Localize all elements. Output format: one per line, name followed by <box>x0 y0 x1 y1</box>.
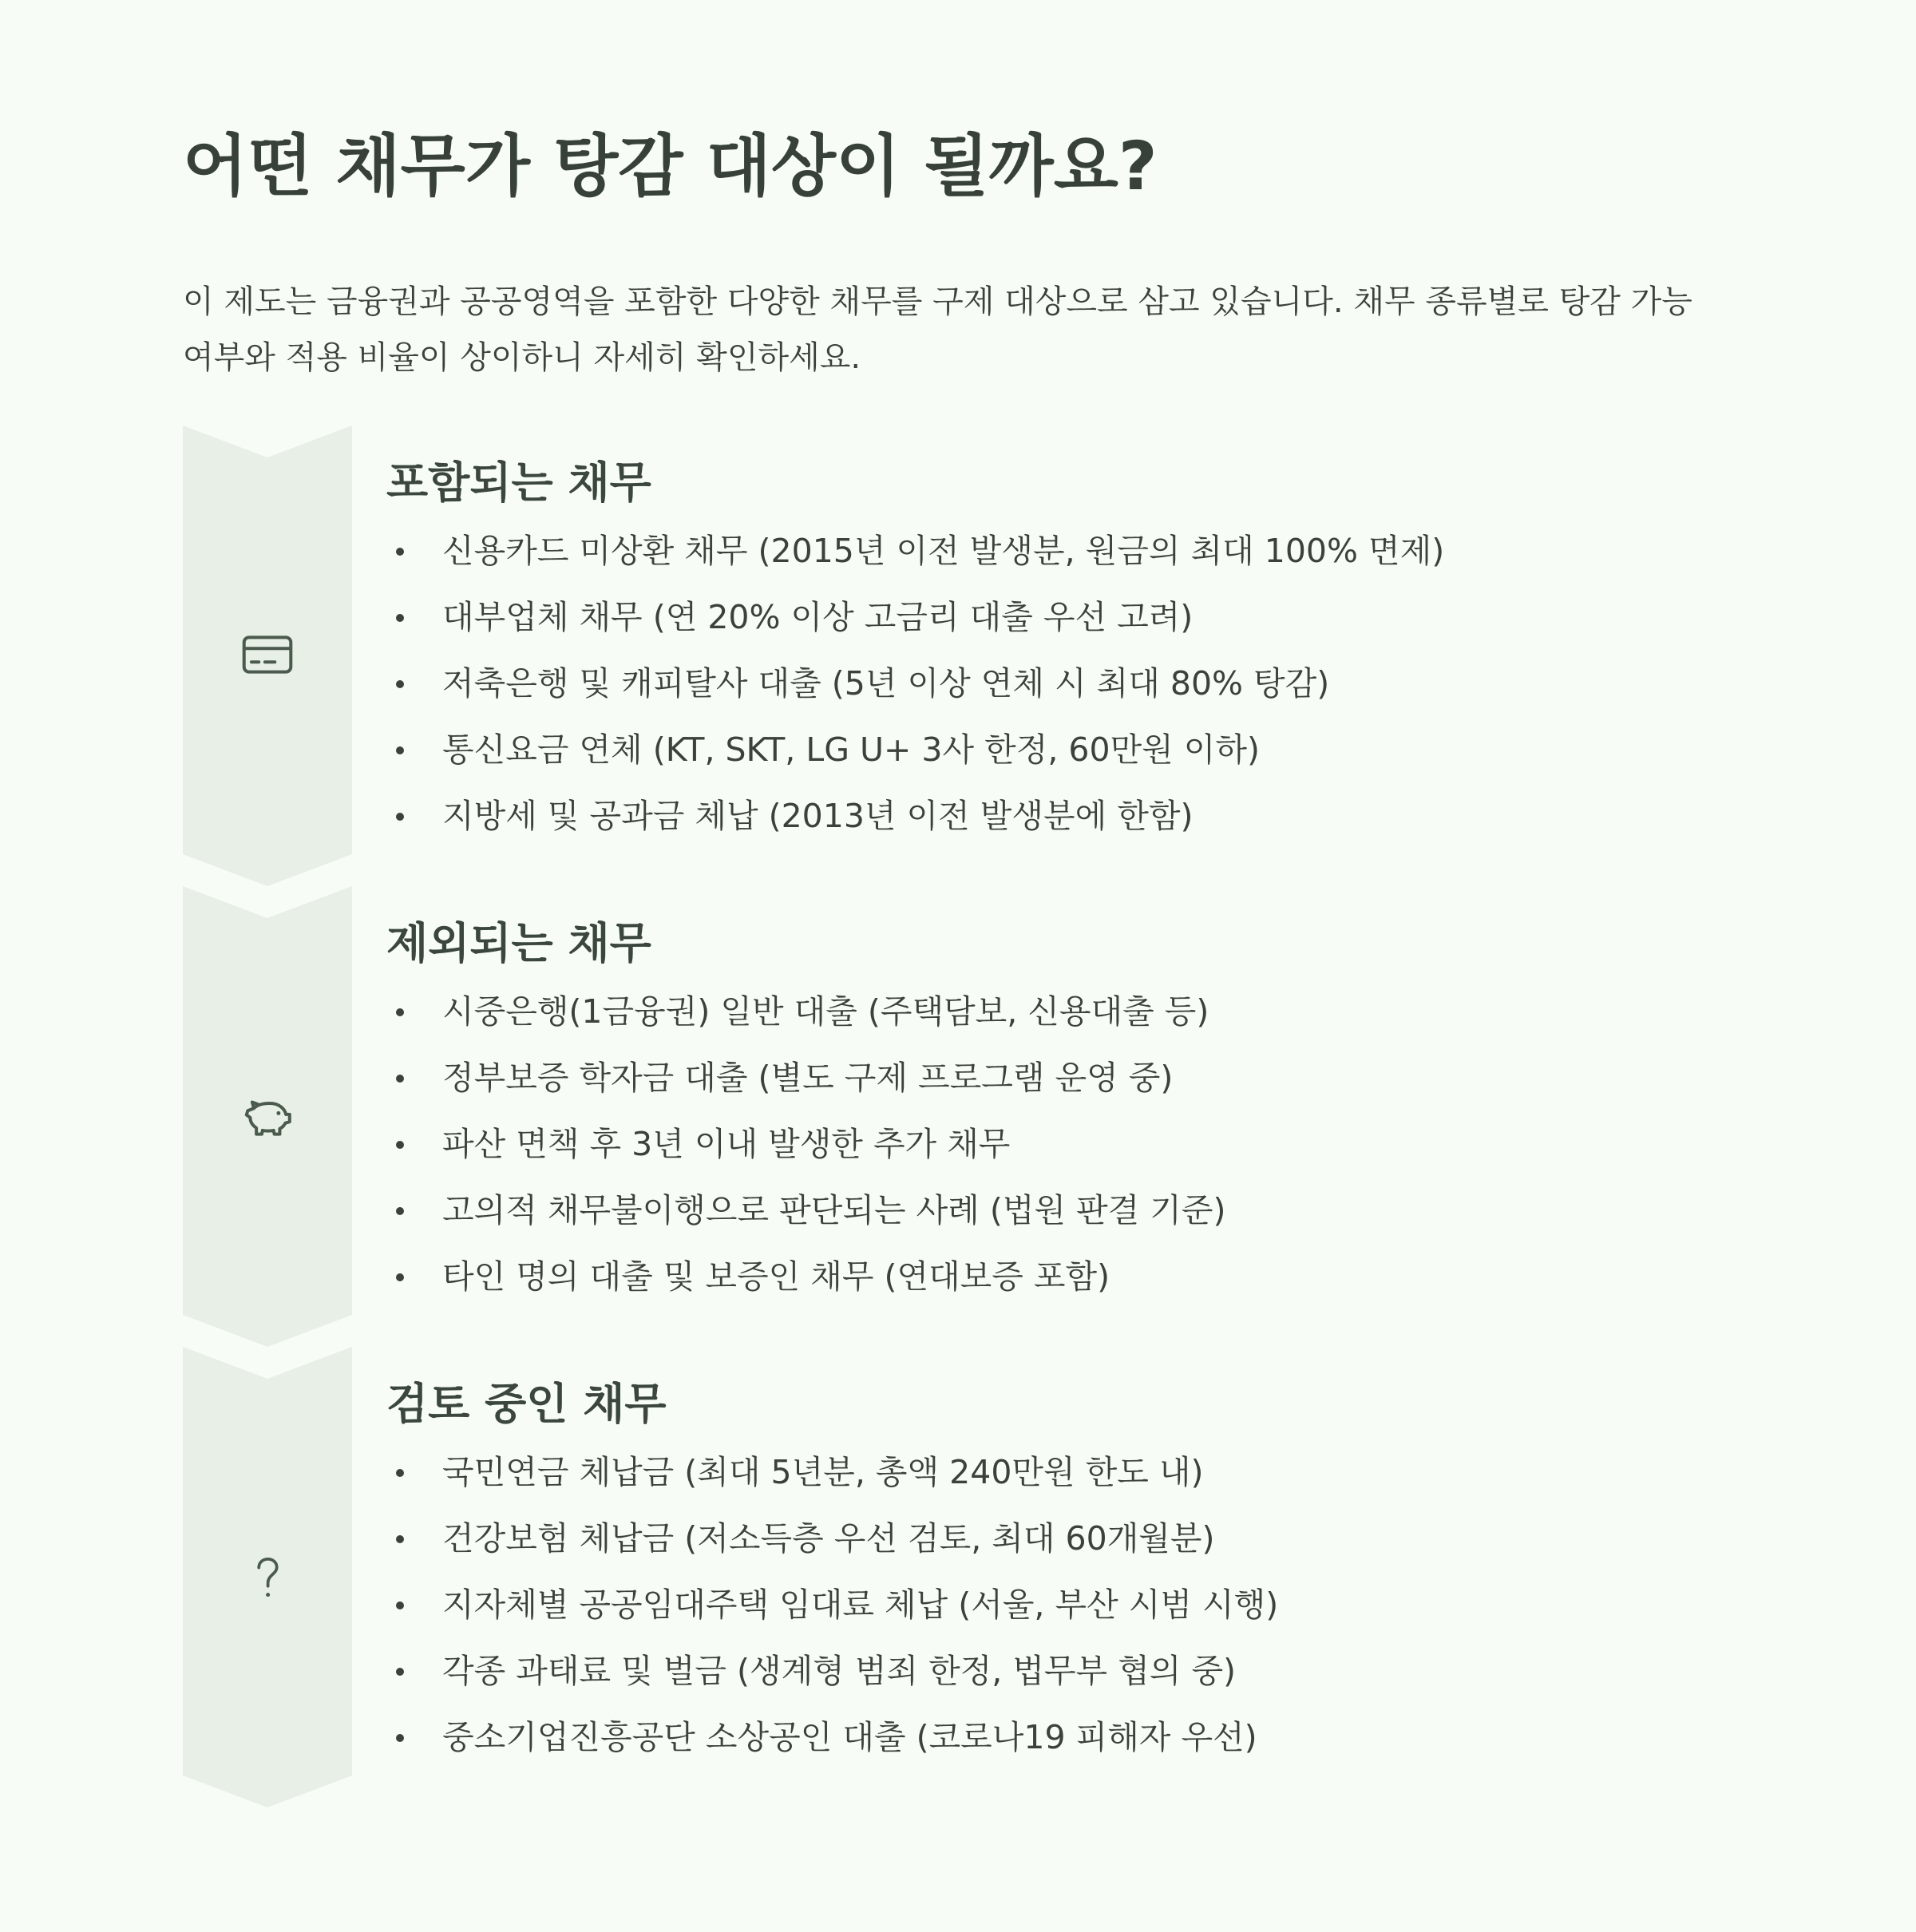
excluded-debts-list <box>386 979 1736 1310</box>
debt-eligibility-page <box>183 0 1740 1932</box>
list-item: 저축은행 및 캐피탈사 대출 (5년 이상 연체 시 최대 80% 탕감) <box>386 651 1736 717</box>
list-item: 각종 과태료 및 벌금 (생계형 범죄 한정, 법무부 협의 중) <box>386 1638 1736 1704</box>
question-mark-icon <box>238 1548 297 1607</box>
list-item: 건강보험 체납금 (저소득층 우선 검토, 최대 60개월분) <box>386 1506 1736 1572</box>
section-title: 검토 중인 채무 <box>386 1379 667 1429</box>
section-under-review-debts <box>183 1347 1740 1807</box>
section-title: 제외되는 채무 <box>386 918 651 968</box>
list-item: 국민연금 체납금 (최대 5년분, 총액 240만원 한도 내) <box>386 1439 1736 1506</box>
credit-card-icon <box>238 625 297 684</box>
list-item: 지자체별 공공임대주택 임대료 체납 (서울, 부산 시범 시행) <box>386 1572 1736 1638</box>
section-excluded-debts <box>183 886 1740 1347</box>
list-item: 지방세 및 공과금 체납 (2013년 이전 발생분에 한함) <box>386 783 1736 849</box>
page-title: 어떤 채무가 탕감 대상이 될까요? <box>183 127 1158 205</box>
list-item: 타인 명의 대출 및 보증인 채무 (연대보증 포함) <box>386 1244 1736 1310</box>
list-item: 신용카드 미상환 채무 (2015년 이전 발생분, 원금의 최대 100% 면제) <box>386 518 1736 584</box>
list-item: 대부업체 채무 (연 20% 이상 고금리 대출 우선 고려) <box>386 584 1736 651</box>
piggy-bank-icon <box>238 1087 297 1146</box>
list-item: 고의적 채무불이행으로 판단되는 사례 (법원 판결 기준) <box>386 1178 1736 1244</box>
section-included-debts <box>183 426 1740 886</box>
list-item: 파산 면책 후 3년 이내 발생한 추가 채무 <box>386 1111 1736 1178</box>
list-item: 시중은행(1금융권) 일반 대출 (주택담보, 신용대출 등) <box>386 979 1736 1045</box>
section-title: 포함되는 채무 <box>386 457 651 508</box>
list-item: 통신요금 연체 (KT, SKT, LG U+ 3사 한정, 60만원 이하) <box>386 717 1736 783</box>
included-debts-list <box>386 518 1736 849</box>
under-review-debts-list <box>386 1439 1736 1771</box>
list-item: 중소기업진흥공단 소상공인 대출 (코로나19 피해자 우선) <box>386 1704 1736 1771</box>
intro-paragraph: 이 제도는 금융권과 공공영역을 포함한 다양한 채무를 구제 대상으로 삼고 있습니다. 채무 종류별로 탕감 가능 여부와 적용 비율이 상이하니 자세히 확인하세요. <box>183 283 1692 376</box>
list-item: 정부보증 학자금 대출 (별도 구제 프로그램 운영 중) <box>386 1045 1736 1111</box>
